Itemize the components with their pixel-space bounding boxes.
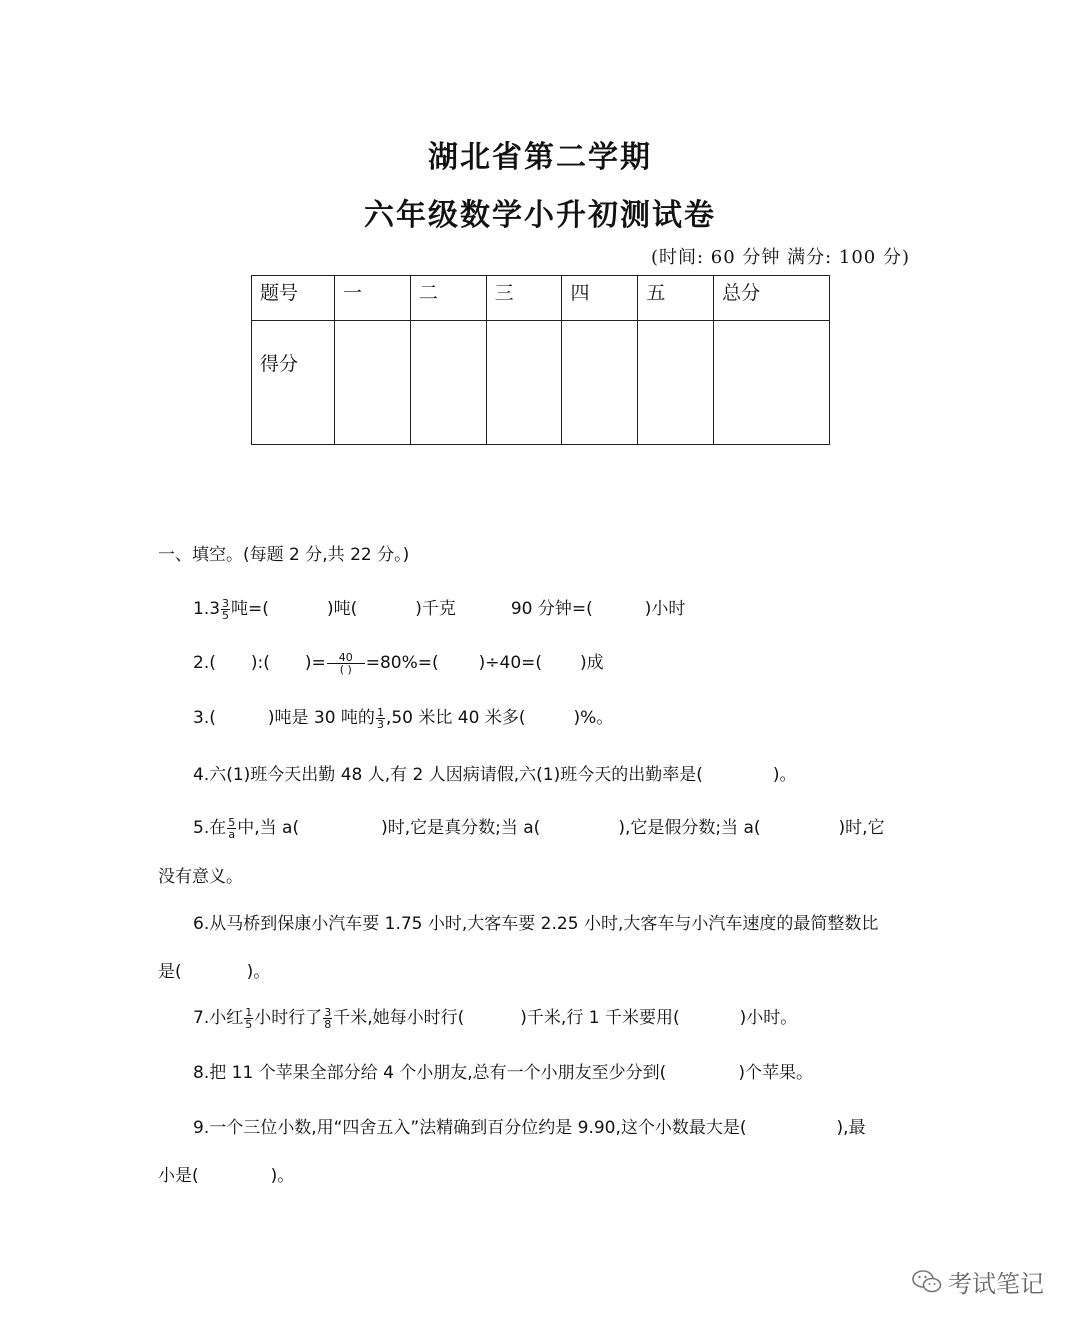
q2-text: ):( — [250, 653, 270, 673]
question-1 — [193, 594, 685, 621]
watermark — [912, 1264, 1044, 1299]
q3-text: 3.( — [193, 708, 216, 728]
q9-text: ),最 — [836, 1118, 866, 1138]
section-heading: 一、填空。(每题 2 分,共 22 分。) — [158, 545, 410, 565]
q8-text: 8.把 11 个苹果全部分给 4 个小朋友,总有一个小朋友至少分到( — [193, 1063, 667, 1083]
q1-text: 90 分钟=( — [510, 599, 593, 619]
time-info: (时间: 60 分钟 满分: 100 分) — [650, 247, 910, 268]
table-cell: 一 — [335, 276, 411, 321]
q2-text: 2.( — [193, 653, 216, 673]
question-2 — [193, 648, 604, 675]
q6-text: )。 — [246, 962, 271, 982]
question-4 — [193, 760, 797, 785]
q5-text: ),它是假分数;当 a( — [618, 818, 761, 838]
title-line-2: 六年级数学小升初测试卷 — [364, 198, 716, 233]
question-9 — [193, 1113, 866, 1138]
q7-text: )小时。 — [739, 1008, 798, 1028]
table-cell: 四 — [562, 276, 638, 321]
wechat-icon — [912, 1269, 942, 1295]
score-cell[interactable] — [562, 321, 638, 445]
table-cell: 得分 — [252, 321, 335, 445]
table-cell: 题号 — [252, 276, 335, 321]
score-cell[interactable] — [486, 321, 562, 445]
q8-text: )个苹果。 — [738, 1063, 813, 1083]
q5-text: )时,它是真分数;当 a( — [381, 818, 541, 838]
score-cell[interactable] — [638, 321, 714, 445]
q3-text: ,50 米比 40 米多( — [385, 708, 526, 728]
q1-text: )吨( — [326, 599, 358, 619]
question-6: 6.从马桥到保康小汽车要 1.75 小时,大客车要 2.25 小时,大客车与小汽车速度的最简整数比 — [193, 914, 879, 934]
q1-text: )千克 — [415, 599, 456, 619]
question-8 — [193, 1058, 813, 1083]
q6-text: 是( — [158, 962, 182, 982]
fraction: $\frac{3}{8}$ — [324, 1005, 332, 1031]
fraction: $\frac{3}{5}$ — [222, 596, 230, 622]
title-line-1: 湖北省第二学期 — [428, 140, 652, 175]
q5-text: 中,当 a( — [237, 818, 300, 838]
q7-text: 7.小红 — [193, 1008, 244, 1028]
q2-text: )= — [304, 653, 326, 673]
q7-text: )千米,行 1 千米要用( — [520, 1008, 680, 1028]
score-cell[interactable] — [335, 321, 411, 445]
q9-text: 9.一个三位小数,用“四舍五入”法精确到百分位约是 9.90,这个小数最大是( — [193, 1118, 747, 1138]
score-cell[interactable] — [410, 321, 486, 445]
score-table-score-row — [252, 321, 830, 445]
q7-text: 千米,她每小时行( — [333, 1008, 465, 1028]
q1-text: )小时 — [644, 599, 686, 619]
fraction: $\frac{1}{5}$ — [245, 1005, 253, 1031]
score-cell[interactable] — [714, 321, 830, 445]
q1-text: 1.3 — [193, 599, 221, 619]
q3-text: )%。 — [573, 708, 614, 728]
q1-text: 吨=( — [231, 599, 269, 619]
question-5 — [193, 813, 885, 840]
table-cell: 二 — [410, 276, 486, 321]
q5-text: 5.在 — [193, 818, 227, 838]
q7-text: 小时行了 — [254, 1008, 323, 1028]
score-table — [251, 275, 830, 445]
question-6-continued — [158, 957, 270, 982]
fraction: $\frac{40}{( )}$ — [327, 652, 365, 675]
question-5-continued: 没有意义。 — [158, 867, 243, 887]
fraction: $\frac{1}{3}$ — [376, 705, 384, 731]
table-cell: 三 — [486, 276, 562, 321]
q5-text: )时,它 — [838, 818, 885, 838]
score-table-header-row — [252, 276, 830, 321]
q2-text: )÷40=( — [478, 653, 543, 673]
question-9-continued — [158, 1161, 294, 1186]
q2-text: )成 — [580, 653, 604, 673]
q4-text: )。 — [772, 765, 797, 785]
question-7 — [193, 1003, 797, 1030]
watermark-text: 考试笔记 — [948, 1270, 1044, 1298]
q9-text: )。 — [270, 1166, 295, 1186]
q4-text: 4.六(1)班今天出勤 48 人,有 2 人因病请假,六(1)班今天的出勤率是( — [193, 765, 703, 785]
question-3 — [193, 703, 613, 730]
q2-text: =80%=( — [365, 653, 439, 673]
table-cell: 五 — [638, 276, 714, 321]
q9-text: 小是( — [158, 1166, 199, 1186]
fraction: $\frac{5}{a}$ — [228, 815, 236, 841]
table-cell: 总分 — [714, 276, 830, 321]
q3-text: )吨是 30 吨的 — [267, 708, 375, 728]
